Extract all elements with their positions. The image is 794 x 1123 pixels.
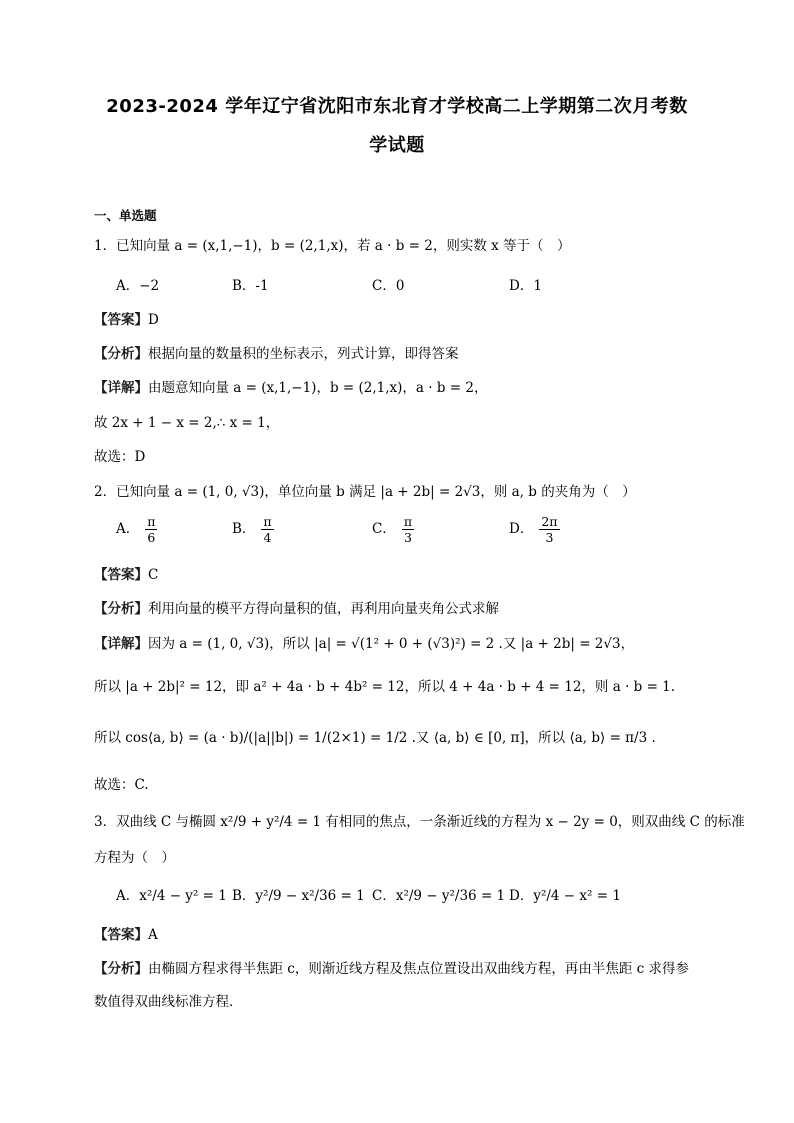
option-fraction bbox=[539, 514, 559, 545]
fraction-denominator: 4 bbox=[263, 530, 272, 545]
q3-stem-line1: 3．双曲线 C 与椭圆 x²/9 + y²/4 = 1 有相同的焦点，一条渐近线的方程为 x − 2y = 0，则双曲线 C 的标准 bbox=[94, 814, 745, 830]
q3-stem-line2: 方程为（ ） bbox=[94, 850, 175, 866]
analysis-text: 根据向量的数量积的坐标表示，列式计算，即得答案 bbox=[148, 346, 459, 362]
option-label: B． bbox=[232, 521, 256, 537]
detail-text: 因为 a = (1, 0, √3)，所以 |a| = √(1² + 0 + (√3)²) = 2 .又 |a + 2b| = 2√3， bbox=[148, 636, 635, 652]
answer-value: D bbox=[148, 312, 159, 328]
fraction-denominator: 3 bbox=[545, 530, 554, 545]
answer-tag: 【答案】 bbox=[94, 927, 148, 943]
q1-analysis bbox=[94, 342, 459, 362]
fraction-numerator: 2π bbox=[541, 514, 558, 529]
q2-detail-line2: 所以 |a + 2b|² = 12，即 a² + 4a · b + 4b² = 12，所以 4 + 4a · b + 4 = 12，则 a · b = 1. bbox=[94, 679, 676, 695]
q1-detail-line2: 故 2x + 1 − x = 2,∴ x = 1， bbox=[94, 415, 280, 431]
option-label: A． bbox=[116, 521, 140, 537]
q1-stem: 1．已知向量 a = (x,1,−1)，b = (2,1,x)，若 a · b = 2，则实数 x 等于（ ） bbox=[94, 238, 571, 254]
fraction-numerator: π bbox=[263, 514, 272, 529]
q3-option-c: C．x²/9 − y²/36 = 1 bbox=[372, 888, 506, 904]
analysis-tag: 【分析】 bbox=[94, 346, 148, 362]
q1-option-a: A．−2 bbox=[116, 278, 160, 294]
analysis-tag: 【分析】 bbox=[94, 961, 148, 977]
q2-choose: 故选：C. bbox=[94, 777, 149, 793]
q3-option-a: A．x²/4 − y² = 1 bbox=[116, 888, 227, 904]
analysis-tag: 【分析】 bbox=[94, 601, 148, 617]
fraction-denominator: 6 bbox=[147, 530, 156, 545]
q3-option-b: B．y²/9 − x²/36 = 1 bbox=[232, 888, 365, 904]
q2-stem: 2．已知向量 a = (1, 0, √3)，单位向量 b 满足 |a + 2b| = 2√3，则 a, b 的夹角为（ ） bbox=[94, 484, 636, 500]
q1-answer bbox=[94, 308, 159, 328]
analysis-text: 利用向量的模平方得向量积的值，再利用向量夹角公式求解 bbox=[148, 601, 499, 617]
fraction-denominator: 3 bbox=[403, 530, 412, 545]
q2-option-b bbox=[232, 514, 274, 545]
document-title-line2: 学试题 bbox=[369, 135, 425, 156]
q1-option-c: C．0 bbox=[372, 278, 405, 294]
option-fraction bbox=[402, 514, 414, 545]
section-heading: 一、单选题 bbox=[94, 208, 157, 223]
document-title-line1: 2023-2024 学年辽宁省沈阳市东北育才学校高二上学期第二次月考数 bbox=[106, 96, 688, 117]
q2-analysis bbox=[94, 597, 499, 617]
fraction-numerator: π bbox=[403, 514, 413, 529]
option-label: D． bbox=[509, 521, 534, 537]
analysis-text: 由椭圆方程求得半焦距 c，则渐近线方程及焦点位置设出双曲线方程，再由半焦距 c 求得参 bbox=[148, 961, 689, 977]
q2-answer bbox=[94, 563, 158, 583]
q2-detail bbox=[94, 632, 634, 652]
q3-analysis bbox=[94, 957, 689, 977]
answer-value: A bbox=[148, 927, 158, 943]
q1-detail bbox=[94, 376, 487, 396]
answer-tag: 【答案】 bbox=[94, 312, 148, 328]
detail-tag: 【详解】 bbox=[94, 636, 148, 652]
q3-option-d: D．y²/4 − x² = 1 bbox=[509, 888, 621, 904]
q1-option-d: D．1 bbox=[509, 278, 542, 294]
q2-detail-line3: 所以 cos⟨a, b⟩ = (a · b)/(|a||b|) = 1/(2×1) = 1/2 .又 ⟨a, b⟩ ∈ [0, π]，所以 ⟨a, b⟩ = π/3 . bbox=[94, 730, 656, 746]
q3-answer bbox=[94, 923, 158, 943]
detail-text: 由题意知向量 a = (x,1,−1)，b = (2,1,x)，a · b = 2， bbox=[148, 380, 488, 396]
detail-tag: 【详解】 bbox=[94, 380, 148, 396]
q1-option-b: B．-1 bbox=[232, 278, 269, 294]
q3-analysis-line2: 数值得双曲线标准方程． bbox=[94, 994, 243, 1010]
q2-option-d bbox=[509, 514, 560, 545]
option-label: C． bbox=[372, 521, 396, 537]
answer-value: C bbox=[148, 567, 159, 583]
q1-choose: 故选：D bbox=[94, 449, 146, 465]
q2-option-c bbox=[372, 514, 414, 545]
option-fraction bbox=[261, 514, 273, 545]
answer-tag: 【答案】 bbox=[94, 567, 148, 583]
q2-option-a bbox=[116, 514, 157, 545]
fraction-numerator: π bbox=[147, 514, 156, 529]
option-fraction bbox=[145, 514, 157, 545]
